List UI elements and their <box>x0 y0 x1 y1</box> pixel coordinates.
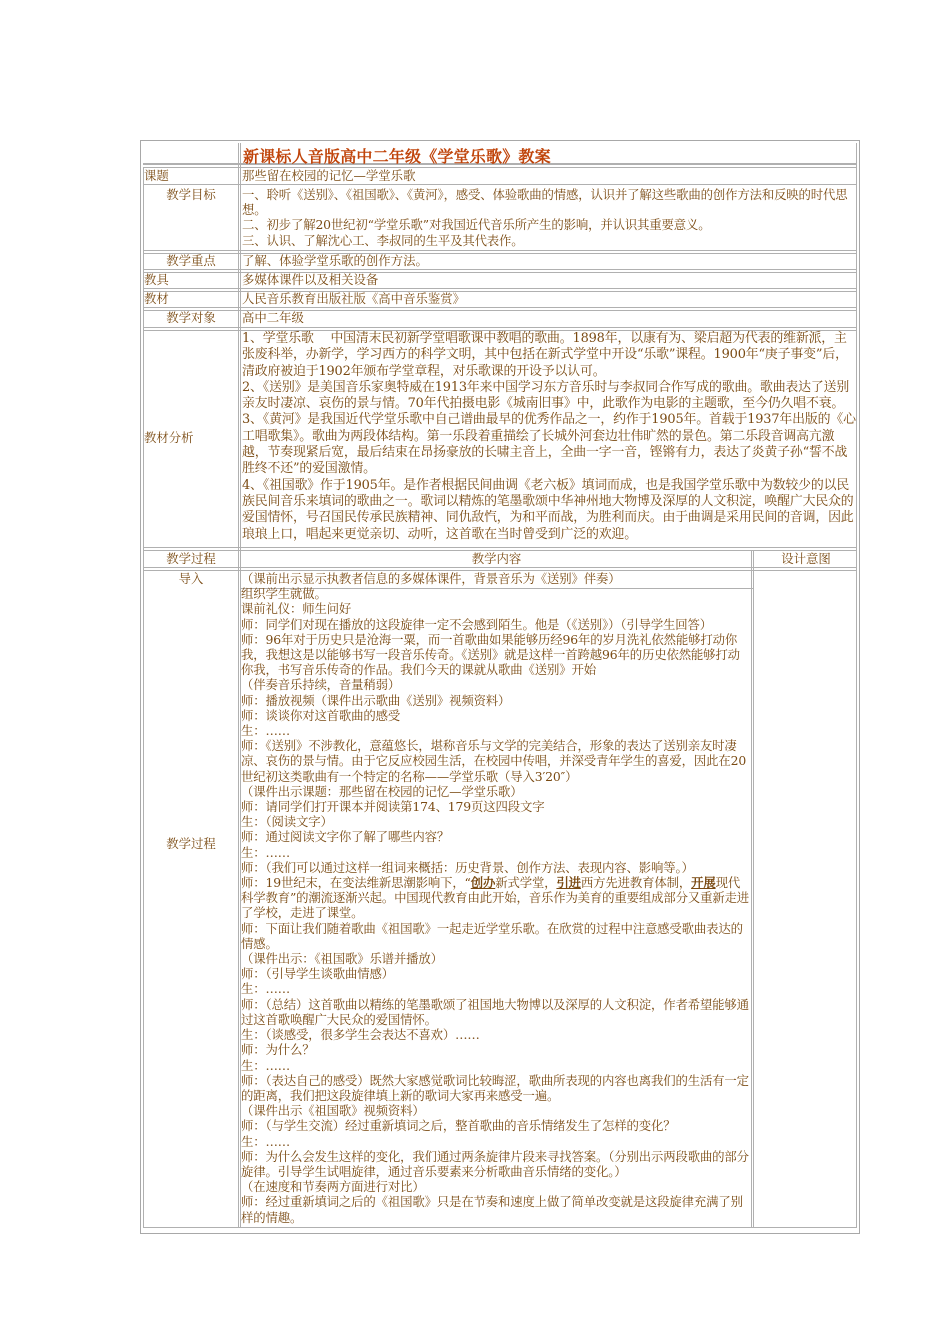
grid-line <box>143 184 857 185</box>
grid-line <box>143 547 857 548</box>
goal-item: 二、初步了解20世纪初“学堂乐歌”对我国近代音乐所产生的影响，并认识其重要意义。 <box>242 217 711 233</box>
grid-line <box>143 167 144 1227</box>
process-label: 教学过程 <box>166 836 216 851</box>
content-line: 课前礼仪：师生问好 <box>241 601 352 617</box>
analysis-paragraph: 4、《祖国歌》作于1905年。是作者根据民间曲调《老六板》填词而成，也是我国学堂乐歌中为数较少的以民族民间音乐来填词的歌曲之一。歌词以精炼的笔墨歌颂中华神州地大物博及深厚的人文积淀，唤醒广大民众的爱国情怀，号召国民传承民族精神、同仇敌忾，为和平而战，为胜利而庆。由于曲调是采用民间的音调，因此琅琅上口，唱起来更觉亲切、动听，这首歌在当时曾受到广泛的欢迎。 <box>242 477 854 542</box>
audience-value: 高中二年级 <box>242 310 304 325</box>
analysis-label: 教材分析 <box>144 430 194 445</box>
content-line: 师：播放视频（课件出示歌曲《送别》视频资料） <box>241 692 511 708</box>
content-line: 生：（阅读文字） <box>241 814 333 830</box>
content-line: 师：（与学生交流）经过重新填词之后，整首歌曲的音乐情绪发生了怎样的变化？ <box>241 1118 676 1134</box>
audience-label: 教学对象 <box>166 310 216 325</box>
text-run: 师：19世纪末，在变法维新思潮影响下，“ <box>241 875 471 891</box>
topic-value: 那些留在校园的记忆—学堂乐歌 <box>242 168 416 183</box>
content-line: 师：谈谈你对这首歌曲的感受 <box>241 707 401 723</box>
content-line: （课件出示：《祖国歌》乐谱并播放） <box>241 951 443 967</box>
grid-line <box>856 143 857 1227</box>
focus-value: 了解、体验学堂乐歌的创作方法。 <box>242 253 428 268</box>
text-run: 现代科学教育”的潮流逐渐兴起。中国现代教育由此开始，音乐作为美育的重要组成部分又重新走进了学校，走进了课堂。 <box>241 875 750 921</box>
tools-label: 教具 <box>144 272 169 287</box>
content-line: 生：…… <box>241 1133 290 1149</box>
process-header-col3: 设计意图 <box>781 551 831 566</box>
goal-item: 三、认识、了解沈心工、李叔同的生平及其代表作。 <box>242 232 524 248</box>
content-line: （在速度和节奏两方面进行对比） <box>241 1179 425 1195</box>
content-line: 师：同学们对现在播放的这段旋律一定不会感到陌生。他是（《送别》）（引导学生回答） <box>241 616 713 632</box>
content-line: 师：经过重新填词之后的《祖国歌》只是在节奏和速度上做了简单改变就是这段旋律充满了别样的情趣。 <box>241 1194 743 1225</box>
lesson-plan-table <box>140 140 860 1234</box>
emphasis-yinjin: 引进 <box>556 875 581 891</box>
process-header-col1: 教学过程 <box>166 551 216 566</box>
topic-label: 课题 <box>144 168 169 183</box>
grid-line <box>143 250 857 251</box>
grid-line <box>143 269 857 270</box>
content-line: （课件出示课题：那些留在校园的记忆—学堂乐歌） <box>241 783 523 799</box>
content-line: 生：…… <box>241 844 290 860</box>
content-line: （课件出示《祖国歌》视频资料） <box>241 1103 425 1119</box>
goals-text <box>242 187 858 248</box>
intro-label: 导入 <box>178 571 204 586</box>
emphasis-chuangban: 创办 <box>470 875 496 891</box>
content-line: 师：为什么会发生这样的变化，我们通过两条旋律片段来寻找答案。（分别出示两段歌曲的部分旋律。引导学生试唱旋律，通过音乐要素来分析歌曲音乐情绪的变化。） <box>241 1148 749 1179</box>
analysis-paragraph: 3、《黄河》是我国近代学堂乐歌中自己谱曲最早的优秀作品之一，约作于1905年。首载于1937年出版的《心工唱歌集》。歌曲为两段体结构。第一乐段着重描绘了长城外河套边壮伟旷然的景色。第二乐段音调高亢激越，节奏现紧后宽，最后结束在昂扬豪放的长啸主音上，全曲一字一音，铿锵有力，表达了炎黄子孙“誓不战胜终不还”的爱国激情。 <box>242 412 856 477</box>
grid-line <box>143 288 857 289</box>
grid-line <box>143 567 857 568</box>
content-line: 生：…… <box>241 1057 290 1073</box>
content-line: 师：（表达自己的感受）既然大家感觉歌词比较晦涩，歌曲所表现的内容也离我们的生活有一定的距离，我们把这段旋律填上新的歌词大家再来感受一遍。 <box>241 1072 749 1103</box>
content-line: 组织学生就做。 <box>241 586 327 602</box>
content-rich-line <box>241 875 751 921</box>
content-line: 师：下面让我们随着歌曲《祖国歌》一起走近学堂乐歌。在欣赏的过程中注意感受歌曲表达的情感。 <box>241 920 743 951</box>
grid-line <box>751 550 754 1227</box>
analysis-paragraph: 1、学堂乐歌 中国清末民初新学堂唱歌课中教唱的歌曲。1898年，以康有为、梁启超为代表的维新派，主张废科举，办新学，学习西方的科学文明，其中包括在新式学堂中开设“乐歌”课程。1900年“庚子事变”后，清政府被迫于1902年颁布学堂章程，对乐歌课的开设予以认可。 <box>242 331 848 379</box>
lesson-content <box>241 571 751 1225</box>
emphasis-kaizhan: 开展 <box>691 875 716 891</box>
text-run: 新式学堂， <box>495 875 557 891</box>
document-title: 新课标人音版高中二年级《学堂乐歌》教案 <box>243 147 551 166</box>
process-header-col2: 教学内容 <box>471 551 522 566</box>
grid-line <box>143 1227 857 1228</box>
content-line: 生：（谈感受，很多学生会表达不喜欢）…… <box>241 1027 480 1043</box>
grid-line <box>143 327 857 328</box>
content-line: 师：《送别》不涉教化，意蕴悠长，堪称音乐与文学的完美结合，形象的表达了送别亲友时凄凉、哀伤的景与情。由于它反应校园生活，在校园中传唱，并深受青年学生的喜爱，因此在20世纪初这类歌曲有一个特定的名称——学堂乐歌（导入3′20″） <box>241 738 747 784</box>
content-line: 师：（引导学生谈歌曲情感） <box>241 966 394 982</box>
analysis-text <box>242 331 859 543</box>
grid-line <box>143 307 857 308</box>
content-line: 师：通过阅读文字你了解了哪些内容？ <box>241 829 450 845</box>
content-line: （课前出示显示执教者信息的多媒体课件，背景音乐为《送别》伴奏） <box>241 571 621 586</box>
content-line: （伴奏音乐持续，音量稍弱） <box>241 677 401 693</box>
analysis-paragraph: 2、《送别》是美国音乐家奥特威在1913年来中国学习东方音乐时与李叔同合作写成的歌曲。歌曲表达了送别亲友时凄凉、哀伤的景与情。70年代拍摄电影《城南旧事》中，此歌作为电影的主题歌，至今仍久唱不衰。 <box>242 379 850 412</box>
content-line: 师：请同学们打开课本并阅读第174、179页这四段文字 <box>241 799 545 815</box>
textbook-label: 教材 <box>144 291 169 306</box>
content-line: 师：（总结）这首歌曲以精练的笔墨歌颂了祖国地大物博以及深厚的人文积淀，作者希望能够通过这首歌唤醒广大民众的爱国情怀。 <box>241 996 749 1027</box>
content-line: 生：…… <box>241 723 290 739</box>
content-line: 师：96年对于历史只是沧海一粟，而一首歌曲如果能够历经96年的岁月洗礼依然能够打动你我，我想这是以能够书写一段音乐传奇。《送别》就是这样一首跨越96年的历史依然能够打动你我，书写音乐传奇的作品。我们今天的课就从歌曲《送别》开始 <box>241 631 740 678</box>
text-run: 西方先进教育体制， <box>580 875 692 891</box>
content-line: 生：…… <box>241 981 290 997</box>
goals-label: 教学目标 <box>166 187 216 202</box>
content-line: 师：为什么？ <box>241 1042 315 1058</box>
goal-item: 一、聆听《送别》、《祖国歌》、《黄河》，感受、体验歌曲的情感，认识并了解这些歌曲的创作方法和反映的时代思想。 <box>242 187 848 218</box>
content-line: 师：（我们可以通过这样一组词来概括：历史背景、创作方法、表现内容、影响等。） <box>241 859 694 875</box>
focus-label: 教学重点 <box>166 253 216 268</box>
textbook-value: 人民音乐教育出版社版《高中音乐鉴赏》 <box>242 291 466 306</box>
tools-value: 多媒体课件以及相关设备 <box>242 272 379 287</box>
